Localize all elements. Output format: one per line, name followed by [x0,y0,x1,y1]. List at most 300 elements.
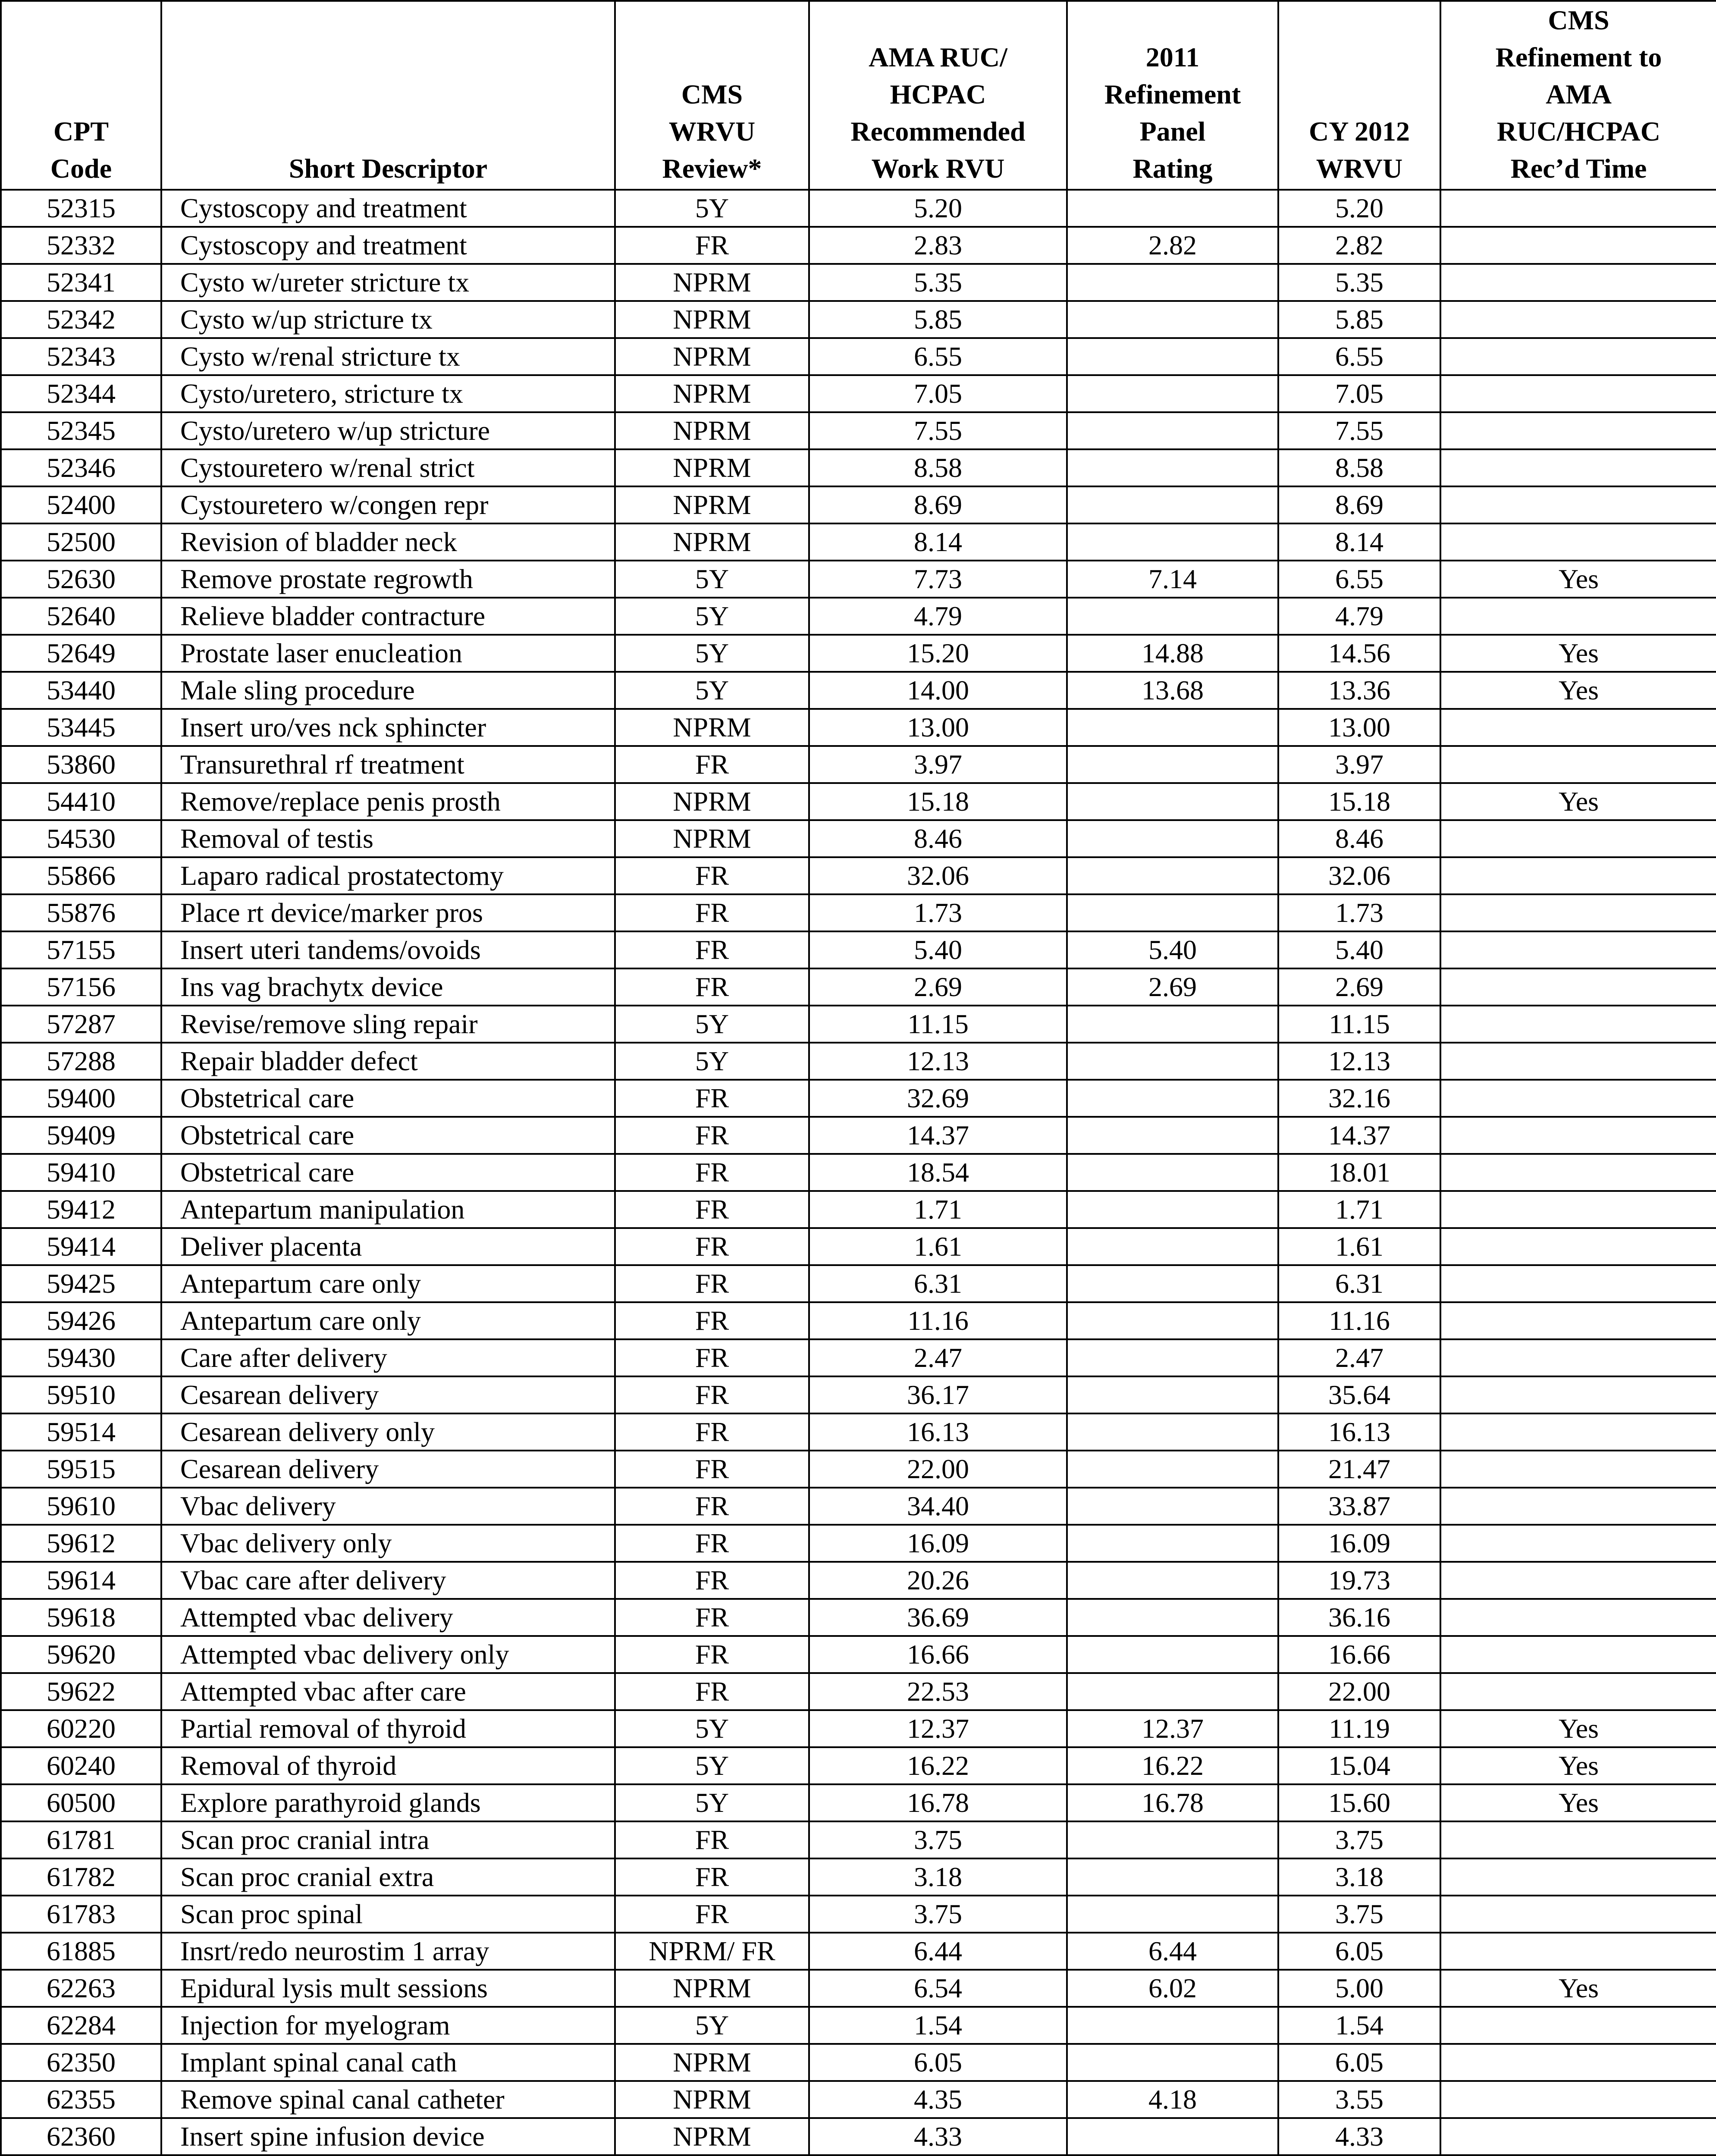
table-row [1,1599,1716,1636]
cell-ama-work-rvu: 16.66 [809,1636,1067,1673]
cell-cpt-code: 59514 [1,1413,161,1451]
cell-cms-wrvu-review: NPRM [615,338,809,375]
header-ama-recommended-rvu [809,1,1067,190]
cell-cms-wrvu-review: FR [615,931,809,968]
cell-cpt-code: 59409 [1,1117,161,1154]
cell-panel-rating: 6.02 [1067,1970,1278,2007]
cell-cms-refinement: Yes [1440,672,1716,709]
cell-cms-refinement [1440,1525,1716,1562]
cell-ama-work-rvu: 16.09 [809,1525,1067,1562]
cell-cms-wrvu-review: 5Y [615,1747,809,1784]
cell-panel-rating [1067,894,1278,931]
cell-cpt-code: 57156 [1,968,161,1006]
cell-cpt-code: 60240 [1,1747,161,1784]
cell-ama-work-rvu: 1.54 [809,2007,1067,2044]
header-ama-line: HCPAC [890,79,986,110]
cell-short-descriptor: Cesarean delivery [161,1376,615,1413]
cell-cy2012-wrvu: 5.35 [1278,264,1440,301]
table-row [1,2007,1716,2044]
cell-short-descriptor: Scan proc cranial extra [161,1858,615,1896]
cell-cpt-code: 52332 [1,227,161,264]
cell-short-descriptor: Revise/remove sling repair [161,1006,615,1043]
table-row [1,709,1716,746]
cell-cy2012-wrvu: 14.37 [1278,1117,1440,1154]
cell-cms-refinement: Yes [1440,561,1716,598]
cell-ama-work-rvu: 5.35 [809,264,1067,301]
cell-short-descriptor: Cystoscopy and treatment [161,227,615,264]
cell-ama-work-rvu: 14.37 [809,1117,1067,1154]
cell-ama-work-rvu: 32.69 [809,1080,1067,1117]
cell-cy2012-wrvu: 4.79 [1278,598,1440,635]
cell-cpt-code: 59610 [1,1488,161,1525]
cell-cms-wrvu-review: FR [615,227,809,264]
cell-ama-work-rvu: 13.00 [809,709,1067,746]
table-row [1,1747,1716,1784]
cell-cpt-code: 59412 [1,1191,161,1228]
cell-ama-work-rvu: 14.00 [809,672,1067,709]
cell-ama-work-rvu: 3.75 [809,1896,1067,1933]
header-desc-line: Short Descriptor [289,153,488,184]
cell-cy2012-wrvu: 36.16 [1278,1599,1440,1636]
cell-cms-refinement [1440,190,1716,227]
cell-cms-wrvu-review: FR [615,1080,809,1117]
cell-cpt-code: 59515 [1,1451,161,1488]
cell-cpt-code: 52346 [1,449,161,486]
cell-cpt-code: 62360 [1,2118,161,2155]
cell-panel-rating: 5.40 [1067,931,1278,968]
cell-cms-wrvu-review: FR [615,1599,809,1636]
cell-cy2012-wrvu: 21.47 [1278,1451,1440,1488]
table-row [1,1525,1716,1562]
cell-panel-rating [1067,1562,1278,1599]
cell-cpt-code: 62263 [1,1970,161,2007]
header-cy-line: WRVU [1316,153,1403,184]
table-row [1,190,1716,227]
cell-cy2012-wrvu: 16.13 [1278,1413,1440,1451]
cell-panel-rating [1067,301,1278,338]
cell-cms-wrvu-review: NPRM [615,375,809,412]
cell-panel-rating [1067,1599,1278,1636]
cell-short-descriptor: Antepartum care only [161,1302,615,1339]
cell-ama-work-rvu: 18.54 [809,1154,1067,1191]
cell-ama-work-rvu: 8.58 [809,449,1067,486]
cell-ama-work-rvu: 3.75 [809,1821,1067,1858]
cell-short-descriptor: Vbac care after delivery [161,1562,615,1599]
cell-cms-refinement [1440,968,1716,1006]
table-row [1,338,1716,375]
cell-panel-rating [1067,1265,1278,1302]
cell-short-descriptor: Cystouretero w/renal strict [161,449,615,486]
cell-cms-refinement [1440,486,1716,523]
cell-panel-rating [1067,2007,1278,2044]
table-row [1,1339,1716,1376]
cell-cms-wrvu-review: 5Y [615,1784,809,1821]
cell-panel-rating: 7.14 [1067,561,1278,598]
cell-short-descriptor: Cesarean delivery only [161,1413,615,1451]
table-row [1,523,1716,561]
cell-ama-work-rvu: 2.47 [809,1339,1067,1376]
cell-short-descriptor: Transurethral rf treatment [161,746,615,783]
cell-cpt-code: 52315 [1,190,161,227]
cell-short-descriptor: Care after delivery [161,1339,615,1376]
cell-short-descriptor: Scan proc spinal [161,1896,615,1933]
cell-cms-refinement: Yes [1440,1747,1716,1784]
cell-cy2012-wrvu: 13.36 [1278,672,1440,709]
cell-cms-wrvu-review: FR [615,857,809,894]
header-review-line: CMS [681,79,743,110]
cell-cy2012-wrvu: 1.71 [1278,1191,1440,1228]
cell-ama-work-rvu: 7.73 [809,561,1067,598]
table-row [1,1191,1716,1228]
cell-short-descriptor: Deliver placenta [161,1228,615,1265]
cell-cms-refinement [1440,1599,1716,1636]
cell-cpt-code: 54410 [1,783,161,820]
table-row [1,857,1716,894]
cell-cy2012-wrvu: 7.55 [1278,412,1440,449]
cell-panel-rating: 16.78 [1067,1784,1278,1821]
cell-short-descriptor: Cysto w/ureter stricture tx [161,264,615,301]
cell-panel-rating [1067,1821,1278,1858]
cell-ama-work-rvu: 8.46 [809,820,1067,857]
cell-ama-work-rvu: 16.22 [809,1747,1067,1784]
cell-ama-work-rvu: 34.40 [809,1488,1067,1525]
cell-ama-work-rvu: 4.33 [809,2118,1067,2155]
cell-cpt-code: 57287 [1,1006,161,1043]
cell-cy2012-wrvu: 6.55 [1278,561,1440,598]
cell-cms-wrvu-review: NPRM [615,486,809,523]
cell-cpt-code: 53440 [1,672,161,709]
cell-cpt-code: 59614 [1,1562,161,1599]
cell-cms-wrvu-review: FR [615,1636,809,1673]
cell-ama-work-rvu: 3.97 [809,746,1067,783]
cell-cms-refinement [1440,1006,1716,1043]
cell-panel-rating: 4.18 [1067,2081,1278,2118]
cell-cms-wrvu-review: FR [615,1858,809,1896]
cell-short-descriptor: Antepartum care only [161,1265,615,1302]
cell-cms-wrvu-review: NPRM [615,1970,809,2007]
cell-cms-refinement [1440,1043,1716,1080]
cell-ama-work-rvu: 4.79 [809,598,1067,635]
cell-cms-wrvu-review: NPRM [615,2081,809,2118]
table-row [1,1413,1716,1451]
cell-cpt-code: 52341 [1,264,161,301]
table-row [1,1821,1716,1858]
cell-cms-wrvu-review: FR [615,1191,809,1228]
cell-cy2012-wrvu: 18.01 [1278,1154,1440,1191]
cell-cy2012-wrvu: 6.31 [1278,1265,1440,1302]
cell-ama-work-rvu: 8.14 [809,523,1067,561]
cell-panel-rating [1067,1302,1278,1339]
cell-cms-refinement [1440,1562,1716,1599]
cell-cms-refinement [1440,1858,1716,1896]
table-row [1,301,1716,338]
cell-ama-work-rvu: 32.06 [809,857,1067,894]
cell-cms-refinement [1440,1080,1716,1117]
header-cpt-code [1,1,161,190]
cell-panel-rating [1067,1488,1278,1525]
cell-panel-rating [1067,1339,1278,1376]
header-cms-refinement-time [1440,1,1716,190]
cell-cms-wrvu-review: 5Y [615,1006,809,1043]
cell-cpt-code: 62284 [1,2007,161,2044]
cell-cy2012-wrvu: 19.73 [1278,1562,1440,1599]
cell-short-descriptor: Ins vag brachytx device [161,968,615,1006]
cell-cms-refinement [1440,227,1716,264]
cell-cpt-code: 57155 [1,931,161,968]
cell-cms-refinement [1440,1154,1716,1191]
table-row [1,227,1716,264]
cell-cms-refinement: Yes [1440,1970,1716,2007]
cell-cy2012-wrvu: 7.05 [1278,375,1440,412]
cell-cms-wrvu-review: FR [615,1117,809,1154]
table-row [1,635,1716,672]
cell-short-descriptor: Place rt device/marker pros [161,894,615,931]
cell-panel-rating: 14.88 [1067,635,1278,672]
table-row [1,375,1716,412]
cell-panel-rating [1067,1191,1278,1228]
cell-ama-work-rvu: 7.05 [809,375,1067,412]
cell-cms-refinement [1440,1413,1716,1451]
cell-panel-rating [1067,1043,1278,1080]
cell-cpt-code: 52342 [1,301,161,338]
cell-short-descriptor: Cysto/uretero w/up stricture [161,412,615,449]
header-panel-line: Panel [1139,116,1206,147]
cell-panel-rating [1067,598,1278,635]
table-row [1,2044,1716,2081]
cell-cy2012-wrvu: 33.87 [1278,1488,1440,1525]
cell-short-descriptor: Remove prostate regrowth [161,561,615,598]
cell-cy2012-wrvu: 5.40 [1278,931,1440,968]
cell-ama-work-rvu: 6.05 [809,2044,1067,2081]
cell-cy2012-wrvu: 35.64 [1278,1376,1440,1413]
cell-cms-wrvu-review: NPRM [615,783,809,820]
cell-cms-refinement [1440,301,1716,338]
cell-short-descriptor: Partial removal of thyroid [161,1710,615,1747]
table-row [1,1265,1716,1302]
cell-cms-wrvu-review: FR [615,1673,809,1710]
cell-cms-refinement [1440,598,1716,635]
cell-cms-refinement [1440,2118,1716,2155]
cell-panel-rating [1067,1117,1278,1154]
table-row [1,412,1716,449]
cell-cms-wrvu-review: 5Y [615,2007,809,2044]
header-refine-line: CMS [1548,5,1609,35]
cell-panel-rating [1067,190,1278,227]
cell-ama-work-rvu: 1.61 [809,1228,1067,1265]
cell-cms-refinement [1440,1933,1716,1970]
cell-cy2012-wrvu: 11.15 [1278,1006,1440,1043]
cell-cms-wrvu-review: FR [615,1265,809,1302]
cell-ama-work-rvu: 11.15 [809,1006,1067,1043]
table-row [1,1080,1716,1117]
cell-ama-work-rvu: 6.31 [809,1265,1067,1302]
cell-panel-rating [1067,449,1278,486]
header-cy-line: CY 2012 [1308,116,1410,147]
cell-cy2012-wrvu: 15.18 [1278,783,1440,820]
cell-short-descriptor: Obstetrical care [161,1117,615,1154]
cell-cms-refinement [1440,709,1716,746]
table-row [1,1970,1716,2007]
cell-panel-rating [1067,857,1278,894]
cell-ama-work-rvu: 20.26 [809,1562,1067,1599]
cell-cpt-code: 59410 [1,1154,161,1191]
header-refine-line: RUC/HCPAC [1496,116,1661,147]
cell-ama-work-rvu: 11.16 [809,1302,1067,1339]
cell-cms-refinement [1440,412,1716,449]
table-row [1,1710,1716,1747]
cell-cpt-code: 55876 [1,894,161,931]
cell-cy2012-wrvu: 8.14 [1278,523,1440,561]
cell-panel-rating [1067,1154,1278,1191]
header-ama-line: AMA RUC/ [869,42,1007,72]
cell-ama-work-rvu: 15.20 [809,635,1067,672]
cell-cy2012-wrvu: 8.58 [1278,449,1440,486]
cell-short-descriptor: Revision of bladder neck [161,523,615,561]
cell-panel-rating [1067,1451,1278,1488]
cell-ama-work-rvu: 6.54 [809,1970,1067,2007]
cell-cpt-code: 60500 [1,1784,161,1821]
cell-cms-wrvu-review: NPRM [615,449,809,486]
cell-cy2012-wrvu: 3.97 [1278,746,1440,783]
cell-cpt-code: 60220 [1,1710,161,1747]
cell-cms-refinement [1440,746,1716,783]
cell-cms-refinement [1440,1896,1716,1933]
cell-cpt-code: 61783 [1,1896,161,1933]
cell-cy2012-wrvu: 1.61 [1278,1228,1440,1265]
cell-cms-refinement [1440,338,1716,375]
cell-cpt-code: 52640 [1,598,161,635]
cell-panel-rating: 2.82 [1067,227,1278,264]
cell-cpt-code: 57288 [1,1043,161,1080]
cell-cms-wrvu-review: NPRM [615,264,809,301]
header-cy2012-wrvu [1278,1,1440,190]
cell-cy2012-wrvu: 22.00 [1278,1673,1440,1710]
cell-cms-wrvu-review: NPRM [615,820,809,857]
table-row [1,1562,1716,1599]
cell-ama-work-rvu: 16.78 [809,1784,1067,1821]
cell-cms-wrvu-review: FR [615,1302,809,1339]
cell-panel-rating [1067,1896,1278,1933]
cell-cms-refinement [1440,2007,1716,2044]
cell-cms-refinement [1440,894,1716,931]
cell-cy2012-wrvu: 6.55 [1278,338,1440,375]
cell-cms-refinement [1440,1636,1716,1673]
cell-panel-rating [1067,1376,1278,1413]
cell-short-descriptor: Injection for myelogram [161,2007,615,2044]
cell-cms-wrvu-review: FR [615,1896,809,1933]
cell-ama-work-rvu: 5.40 [809,931,1067,968]
cell-cpt-code: 59400 [1,1080,161,1117]
cell-cy2012-wrvu: 12.13 [1278,1043,1440,1080]
cell-cms-refinement [1440,1376,1716,1413]
cell-cms-wrvu-review: 5Y [615,672,809,709]
cell-short-descriptor: Cystouretero w/congen repr [161,486,615,523]
cell-panel-rating [1067,820,1278,857]
table-row [1,931,1716,968]
cell-short-descriptor: Relieve bladder contracture [161,598,615,635]
cell-cms-wrvu-review: FR [615,1376,809,1413]
cell-short-descriptor: Cysto w/up stricture tx [161,301,615,338]
cell-short-descriptor: Removal of testis [161,820,615,857]
table-row [1,1636,1716,1673]
cell-short-descriptor: Insert uteri tandems/ovoids [161,931,615,968]
cell-cpt-code: 59620 [1,1636,161,1673]
table-body [1,190,1716,2156]
cell-cms-wrvu-review: NPRM/ FR [615,1933,809,1970]
cell-cy2012-wrvu: 3.18 [1278,1858,1440,1896]
cell-cms-refinement: Yes [1440,783,1716,820]
cell-cpt-code: 54530 [1,820,161,857]
table-row [1,783,1716,820]
cell-short-descriptor: Remove spinal canal catheter [161,2081,615,2118]
cell-cms-wrvu-review: 5Y [615,561,809,598]
cell-cpt-code: 62350 [1,2044,161,2081]
cell-cms-wrvu-review: 5Y [615,635,809,672]
cell-cms-wrvu-review: FR [615,1525,809,1562]
cell-ama-work-rvu: 1.71 [809,1191,1067,1228]
table-row [1,486,1716,523]
cell-cpt-code: 59430 [1,1339,161,1376]
cell-cy2012-wrvu: 13.00 [1278,709,1440,746]
cell-cy2012-wrvu: 1.73 [1278,894,1440,931]
cell-panel-rating [1067,2044,1278,2081]
cell-cms-wrvu-review: FR [615,968,809,1006]
cell-cy2012-wrvu: 15.04 [1278,1747,1440,1784]
cell-panel-rating [1067,1006,1278,1043]
table-row [1,1451,1716,1488]
table-row [1,2081,1716,2118]
cell-cms-refinement: Yes [1440,635,1716,672]
table-row [1,1673,1716,1710]
cell-short-descriptor: Laparo radical prostatectomy [161,857,615,894]
cell-cms-wrvu-review: 5Y [615,598,809,635]
cell-cy2012-wrvu: 3.75 [1278,1821,1440,1858]
cell-cy2012-wrvu: 14.56 [1278,635,1440,672]
cell-short-descriptor: Vbac delivery only [161,1525,615,1562]
cell-cy2012-wrvu: 3.55 [1278,2081,1440,2118]
header-row [1,1,1716,190]
cell-short-descriptor: Cysto/uretero, stricture tx [161,375,615,412]
cell-ama-work-rvu: 2.83 [809,227,1067,264]
cell-cy2012-wrvu: 3.75 [1278,1896,1440,1933]
cell-panel-rating [1067,2118,1278,2155]
cell-ama-work-rvu: 3.18 [809,1858,1067,1896]
cell-cms-wrvu-review: FR [615,1821,809,1858]
cell-ama-work-rvu: 7.55 [809,412,1067,449]
cell-cms-refinement: Yes [1440,1710,1716,1747]
cell-cy2012-wrvu: 8.46 [1278,820,1440,857]
cell-short-descriptor: Attempted vbac delivery [161,1599,615,1636]
cell-ama-work-rvu: 12.37 [809,1710,1067,1747]
table-row [1,820,1716,857]
cell-cms-refinement [1440,1302,1716,1339]
cell-short-descriptor: Attempted vbac after care [161,1673,615,1710]
table-row [1,2118,1716,2155]
header-cpt-line: Code [50,153,112,184]
cell-panel-rating [1067,338,1278,375]
table-row [1,1154,1716,1191]
cell-cms-refinement [1440,449,1716,486]
cell-cms-wrvu-review: FR [615,1451,809,1488]
cell-panel-rating [1067,1228,1278,1265]
cell-panel-rating: 12.37 [1067,1710,1278,1747]
cell-cy2012-wrvu: 1.54 [1278,2007,1440,2044]
cell-cpt-code: 53860 [1,746,161,783]
header-review-line: WRVU [668,116,756,147]
cell-cms-refinement [1440,1117,1716,1154]
cell-panel-rating [1067,1413,1278,1451]
header-refine-line: AMA [1546,79,1612,110]
